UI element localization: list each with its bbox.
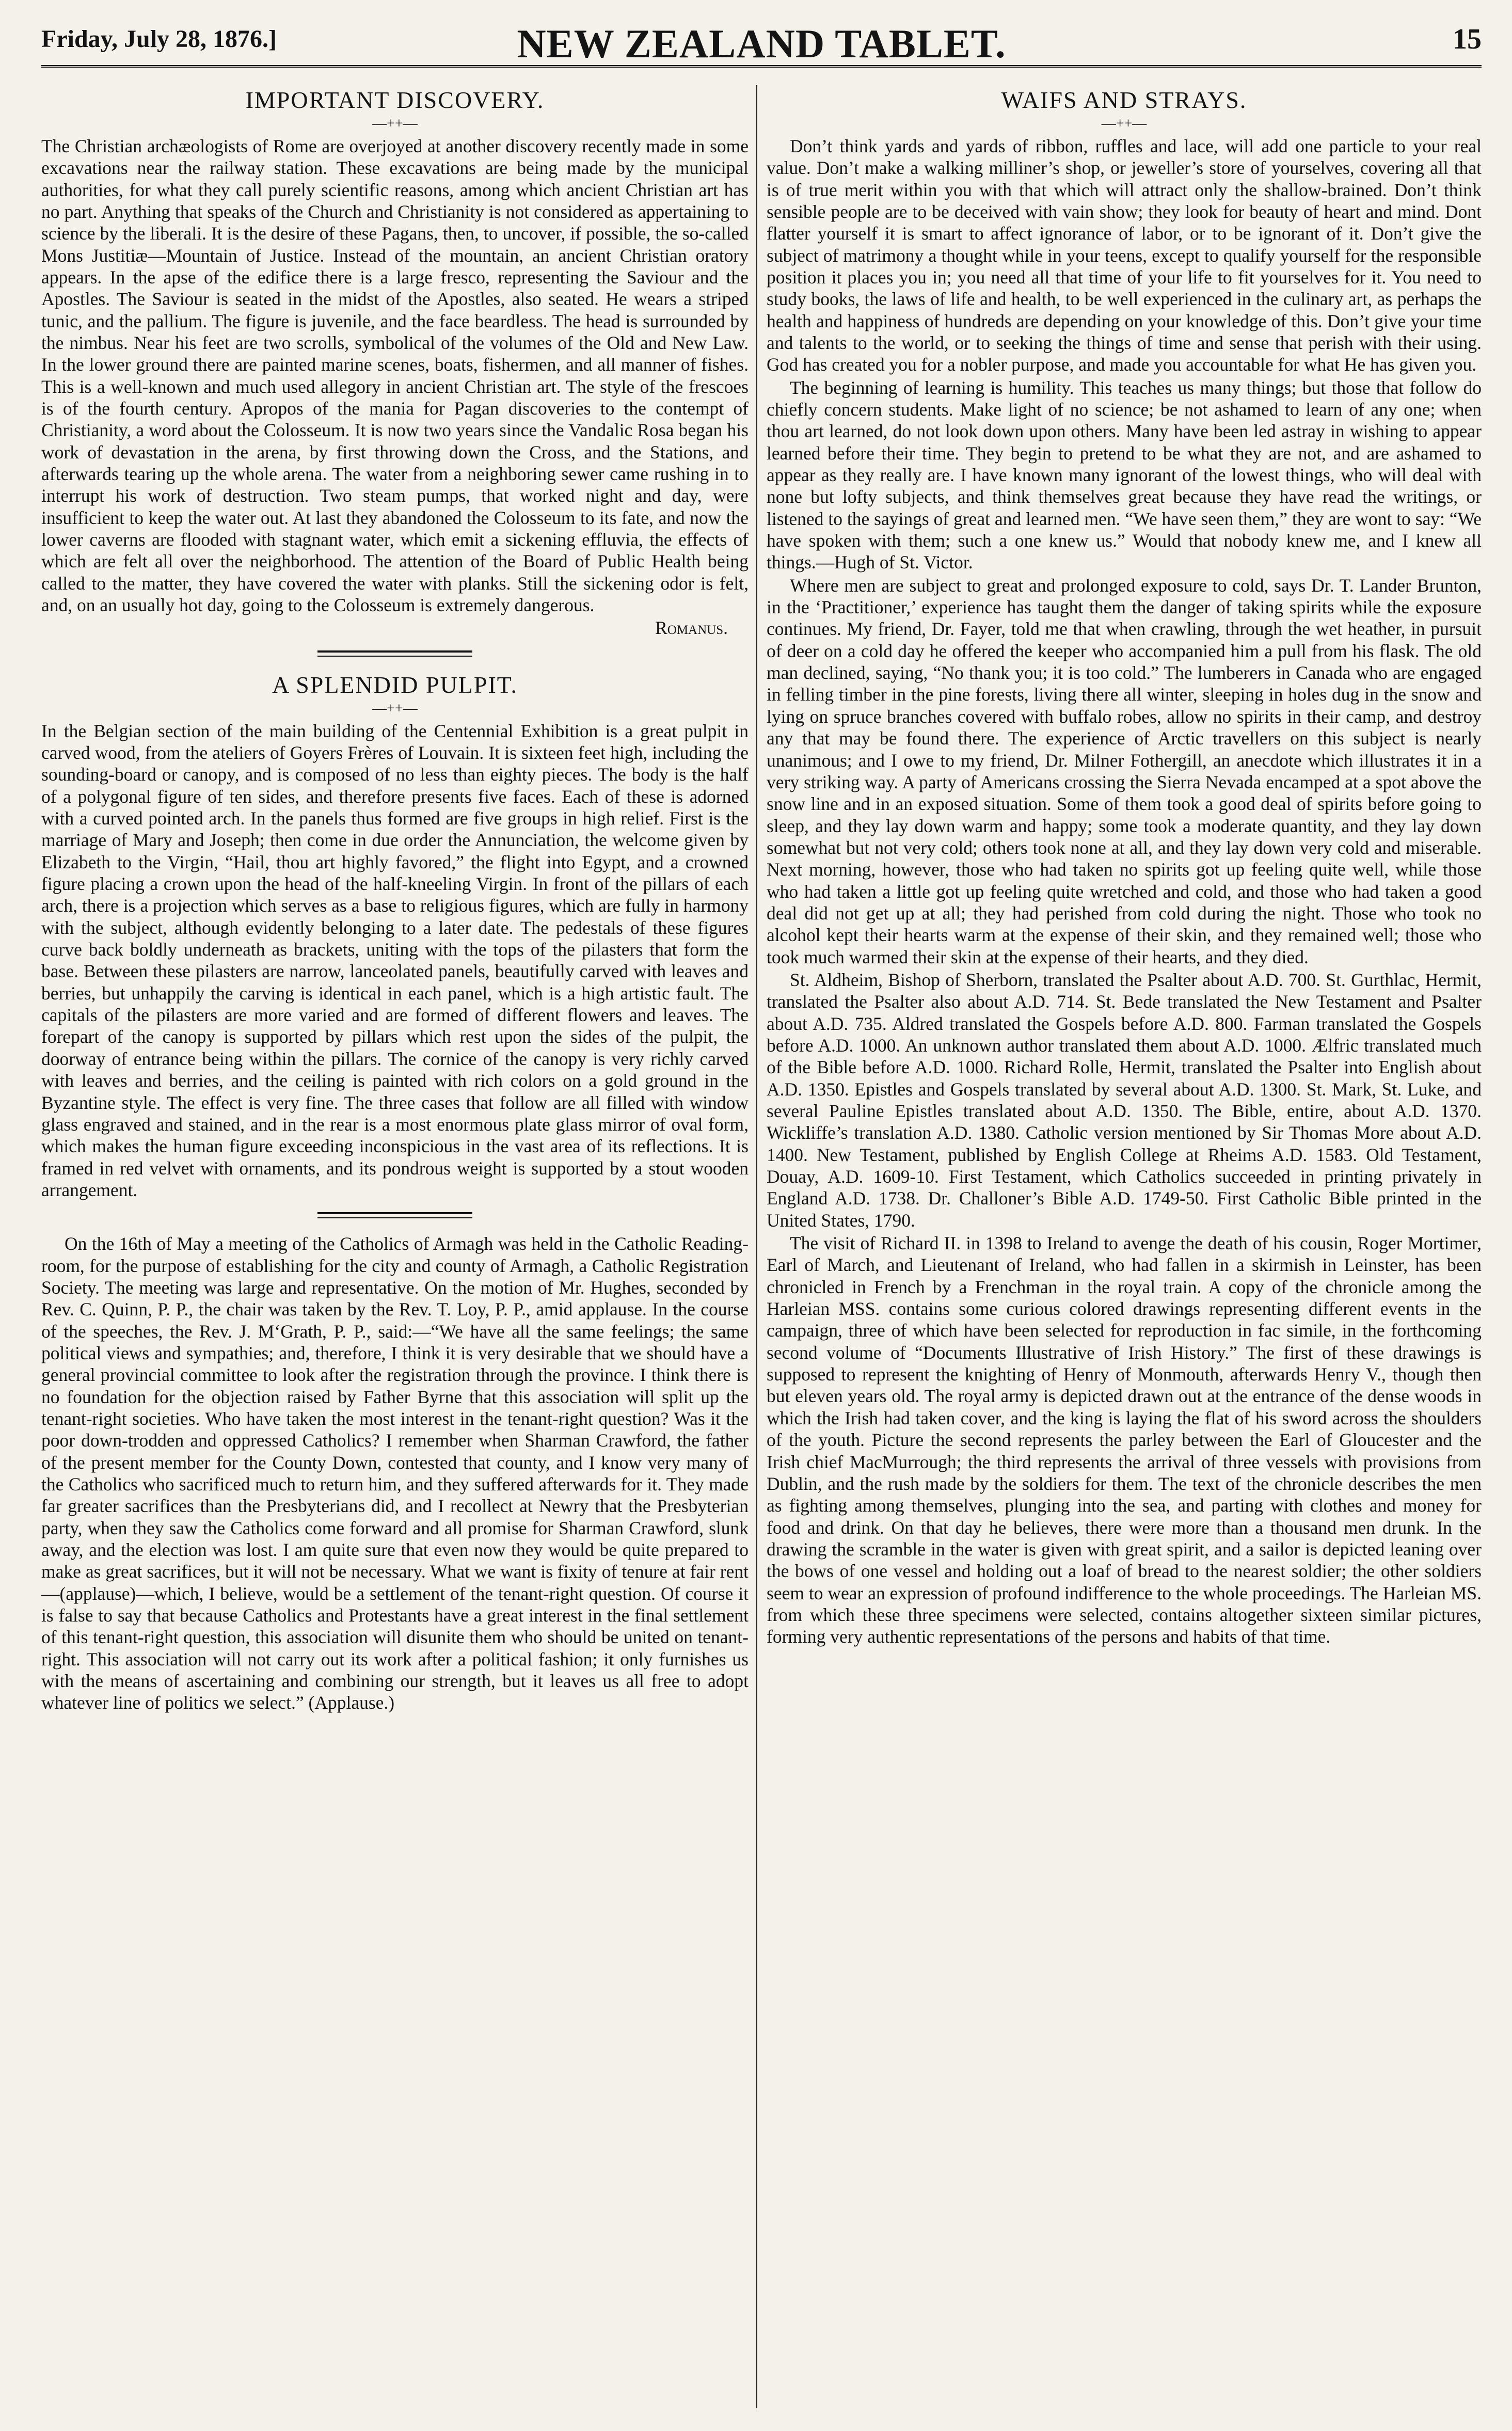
paragraph: Don’t think yards and yards of ribbon, ruffles and lace, will add one particle to your real value. Don’t make a walking milliner’s shop, or jeweller’s store of yourselves, covering all that is of true merit within you with that which will attract only the shallow-brained. Don’t think sensible people are to be deceived with vain show; they look for beauty of heart and mind. Dont flatter yourself it is smart to affect ignorance of labor, or to be ignorant of it. Don’t give the subject of matrimony a thought while in your teens, except to qualify yourself for the responsible position it places you in; you need all that time of your life to fit yourselves for it. You need to study books, the laws of life and health, to be well experienced in the culinary art, as perhaps the health and happiness of hundreds are depending on your knowledge of this. Don’t give your time and talents to the world, or to seeking the things of time and sense that perish with their using. God has created you for a nobler purpose, and made you accountable for what He has given you.: [767, 135, 1482, 375]
article-body: In the Belgian section of the main building of the Centennial Exhibition is a great pulpit in carved wood, from the ateliers of Goyers Frères of Louvain. It is sixteen feet high, including the sounding-board or canopy, and is composed of no less than eighty pieces. The body is the half of a polygonal figure of ten sides, and therefore presents five faces. Each of these is adorned with a curved pointed arch. In the panels thus formed are five groups in high relief. First is the marriage of Mary and Joseph; then come in due order the Annunciation, the welcome given by Elizabeth to the Virgin, “Hail, thou art highly favored,” the flight into Egypt, and a crowned figure placing a crown upon the head of the half-kneeling Virgin. In front of the pillars of each arch, there is a projection which serves as a base to religious figures, which are fully in harmony with the subject, although evidently belonging to a later date. The pedestals of these figures curve back boldly underneath as brackets, uniting with the tops of the pilasters that form the base. Between these pilasters are narrow, lanceolated panels, beautifully carved with leaves and berries, but unhappily the carving is identical in each panel, which is a high artistic fault. The capitals of the pilasters are more varied and are formed of different flowers and leaves. The forepart of the canopy is supported by pillars which rest upon the sides of the pulpit, the doorway of entrance being within the pillars. The cornice of the canopy is very richly carved with leaves and berries, and the ceiling is painted with rich colors on a gold ground in the Byzantine style. The effect is very fine. The three cases that follow are all filled with window glass engraved and stained, and in the rear is a most enormous plate glass mirror of oval form, which makes the human figure exceeding inconspicious in the vast area of its reflections. It is framed in red velvet with ornaments, and its pondrous weight is supported by a stout wooden arrangement.: [41, 720, 749, 1200]
article-title: A SPLENDID PULPIT.: [272, 671, 518, 698]
article-splendid-pulpit: [41, 671, 749, 1201]
masthead-title: NEW ZEALAND TABLET.: [517, 21, 1006, 66]
paragraph: The beginning of learning is humility. This teaches us many things; but those that follow do chiefly concern students. Make light of no science; be not ashamed to learn of any one; when thou art learned, do not look down upon others. Many have been led astray in wishing to appear learned before their time. They begin to pretend to be what they are not, and are ashamed to appear as they really are. I have known many ignorant of the lowest things, who will deal with none but lofty subjects, and think themselves great because they have read the writings, or listened to the sayings of great and learned men. “We have seen them,” they are wont to say: “We have spoken with them; such a one knew us.” Would that nobody knew me, and I knew all things.—Hugh of St. Victor.: [767, 377, 1482, 573]
right-column: [767, 85, 1482, 2408]
paragraph: Where men are subject to great and prolonged exposure to cold, says Dr. T. Lander Brunton, in the ‘Practitioner,’ experience has taught them the danger of taking spirits while the exposure continues. My friend, Dr. Fayer, told me that when crawling, through the wet heather, in pursuit of deer on a cold day he offered the keeper who accompanied him a pull from his flask. The old man declined, saying, “No thank you; it is too cold.” The lumberers in Canada who are engaged in felling timber in the pine forests, living there all winter, sleeping in holes dug in the snow and lying on spruce branches covered with buffalo robes, allow no spirits in their camp, and destroy any that may be found there. The experience of Arctic travellers on this subject is nearly unanimous; and I owe to my friend, Dr. Milner Fothergill, an anecdote which illustrates it in a very striking way. A party of Americans crossing the Sierra Nevada encamped at a spot above the snow line and in an exposed situation. Some of them took a good deal of spirits before going to sleep, and they lay down warm and happy; some took a moderate quantity, and they lay down somewhat but not very cold; others took none at all, and they lay down very cold and miserable. Next morning, however, those who had taken no spirits got up feeling quite well, while those who had taken a little got up feeling quite wretched and cold, and those who had taken a good deal did not get up at all; they had perished from cold during the night. Those who took no alcohol kept their hearts warm at the expense of their skin, and they remained well; those who took much warmed their skin at the expense of their hearts, and they died.: [767, 575, 1482, 967]
issue-date: Friday, July 28, 1876.]: [41, 25, 277, 53]
page-header: [41, 8, 1482, 68]
article-body: The Christian archæologists of Rome are overjoyed at another discovery recently made in some excavations near the railway station. These excavations are being made by the municipal authorities, for what they call purely scientific reasons, among which ancient Christian art has no part. Anything that speaks of the Church and Christianity is not considered as appertaining to science by the liberali. It is the desire of these Pagans, then, to uncover, if possible, the so-called Mons Justitiæ—Mountain of Justice. Instead of the mountain, an ancient Christian oratory appears. In the apse of the edifice there is a large fresco, representing the Saviour and the Apostles. The Saviour is seated in the midst of the Apostles, also seated. He wears a striped tunic, and the pallium. The figure is juvenile, and the face beardless. The head is surrounded by the nimbus. Near his feet are two scrolls, symbolical of the volumes of the Old and New Law. In the lower ground there are painted marine scenes, boats, fishermen, and all manner of fishes. This is a well-known and much used allegory in ancient Christian art. The style of the frescoes is of the fourth century. Apropos of the mania for Pagan discoveries to the contempt of Christianity, a word about the Colosseum. It is now two years since the Vandalic Rosa began his work of devastation in the arena, by first throwing down the Cross, and the Stations, and afterwards tearing up the whole arena. The water from a neighboring sewer came rushing in to interrupt his work of destruction. Two steam pumps, that worked night and day, were insufficient to keep the water out. At last they abandoned the Colosseum to its fate, and now the lower caverns are flooded with stagnant water, which emit a sickening effluvia, the effects of which are felt all over the neighborhood. The attention of the Board of Public Health being called to the matter, they have covered the water with planks. Still the sickening odor is felt, and, on an usually hot day, going to the Colosseum is extremely dangerous.: [41, 135, 749, 616]
page-number: 15: [1453, 23, 1482, 55]
paragraph: St. Aldheim, Bishop of Sherborn, translated the Psalter about A.D. 700. St. Gurthlac, Hermit, translated the Psalter also about A.D. 714. St. Bede translated the New Testament and Psalter about A.D. 735. Aldred translated the Gospels before A.D. 800. Farman translated the Gospels before A.D. 1000. An unknown author translated them about A.D. 1000. Ælfric translated much of the Bible before A.D. 1000. Richard Rolle, Hermit, translated the Psalter into English about A.D. 1350. Epistles and Gospels translated by several about A.D. 1300. St. Mark, St. Luke, and several Pauline Epistles translated about A.D. 1350. The Bible, entire, about A.D. 1370. Wickliffe’s translation A.D. 1380. Catholic version mentioned by Sir Thomas More about A.D. 1400. New Testament, published by English College at Rheims A.D. 1583. Old Testament, Douay, A.D. 1609-10. First Testament, which Catholics succeeded in printing privately in England A.D. 1738. Dr. Challoner’s Bible A.D. 1749-50. First Catholic Bible printed in the United States, 1790.: [767, 969, 1482, 1231]
paragraph: The visit of Richard II. in 1398 to Ireland to avenge the death of his cousin, Roger Mortimer, Earl of March, and Lieutenant of Ireland, who had fallen in a skirmish in Leinster, has been chronicled in French by a Frenchman in the royal train. A copy of the chronicle among the Harleian MSS. contains some curious colored drawings representing different events in the campaign, three of which have been selected for reproduction in fac simile, in the forthcoming second volume of “Documents Illustrative of Irish History.” The first of these drawings is supposed to represent the knighting of Henry of Monmouth, afterwards Henry V., though then but eleven years old. The royal army is depicted drawn out at the entrance of the dense woods in which the Irish had taken cover, and the king is laying the flat of his sword across the shoulders of the youth. Picture the second represents the parley between the Earl of Gloucester and the Irish chief MacMurrough; the third represents the arrival of three vessels with provisions from Dublin, and the rush made by the soldiers for them. The text of the chronicle describes the men as fighting among themselves, plunging into the sea, and parting with clothes and money for food and drink. On that day he believes, there were more than a thousand men drunk. In the drawing the scramble in the water is given with great spirit, and a sailor is depicted leaning over the bows of one vessel and holding out a loaf of bread to the nearest soldier; the other soldiers seem to wear an expression of profound indifference to the whole proceedings. The Harleian MS. from which these three specimens were selected, contains altogether sixteen similar pictures, forming very authentic representations of the persons and habits of that time.: [767, 1233, 1482, 1647]
column-divider: [756, 85, 757, 2408]
article-important-discovery: [41, 86, 749, 639]
article-armagh-meeting: [41, 1233, 749, 1714]
article-body: On the 16th of May a meeting of the Catholics of Armagh was held in the Catholic Reading-room, for the purpose of establishing for the city and county of Armagh, a Catholic Registration Society. The meeting was large and representative. On the motion of Mr. Hughes, seconded by Rev. C. Quinn, P. P., the chair was taken by the Rev. T. Loy, P. P., amid applause. In the course of the speeches, the Rev. J. M‘Grath, P. P., said:—“We have all the same feelings; the same political views and sympathies; and, therefore, I think it is very desirable that we should have a general provincial committee to look after the registration through the province. I think there is no foundation for the objection raised by Father Byrne that this association will split up the tenant-right societies. Who have taken the most interest in the tenant-right question? Was it the poor down-trodden and oppressed Catholics? I remember when Sharman Crawford, the father of the present member for the County Down, contested that county, and I know very many of the Catholics who sacrificed much to return him, and they suffered afterwards for it. They made far greater sacrifices than the Presbyterians did, and I recollect at Newry that the Presbyterian party, when they saw the Catholics come forward and all promise for Sharman Crawford, slunk away, and the election was lost. I am quite sure that even now they would be quite prepared to make as great sacrifices, but it will not be necessary. What we want is fixity of tenure at fair rent—(applause)—which, I believe, would be a settlement of the tenant-right question. Of course it is false to say that because Catholics and Protestants have a great interest in the final settlement of this tenant-right question, this association will disunite them who should be united on tenant-right. This association will not carry out its work after a political fashion; it only furnishes us with the means of ascertaining and combining our strength, but it leaves us all free to adopt whatever line of politics we select.” (Applause.): [41, 1233, 749, 1713]
section-rule: [317, 1212, 472, 1218]
title-ornament: —++—: [372, 700, 418, 717]
article-signature: Romanus.: [655, 617, 728, 639]
section-rule: [317, 650, 472, 657]
article-title: WAIFS AND STRAYS.: [1001, 87, 1247, 113]
title-ornament: —++—: [1101, 115, 1147, 132]
title-ornament: —++—: [372, 115, 418, 132]
article-title: IMPORTANT DISCOVERY.: [245, 87, 545, 113]
left-column: [41, 85, 749, 2408]
